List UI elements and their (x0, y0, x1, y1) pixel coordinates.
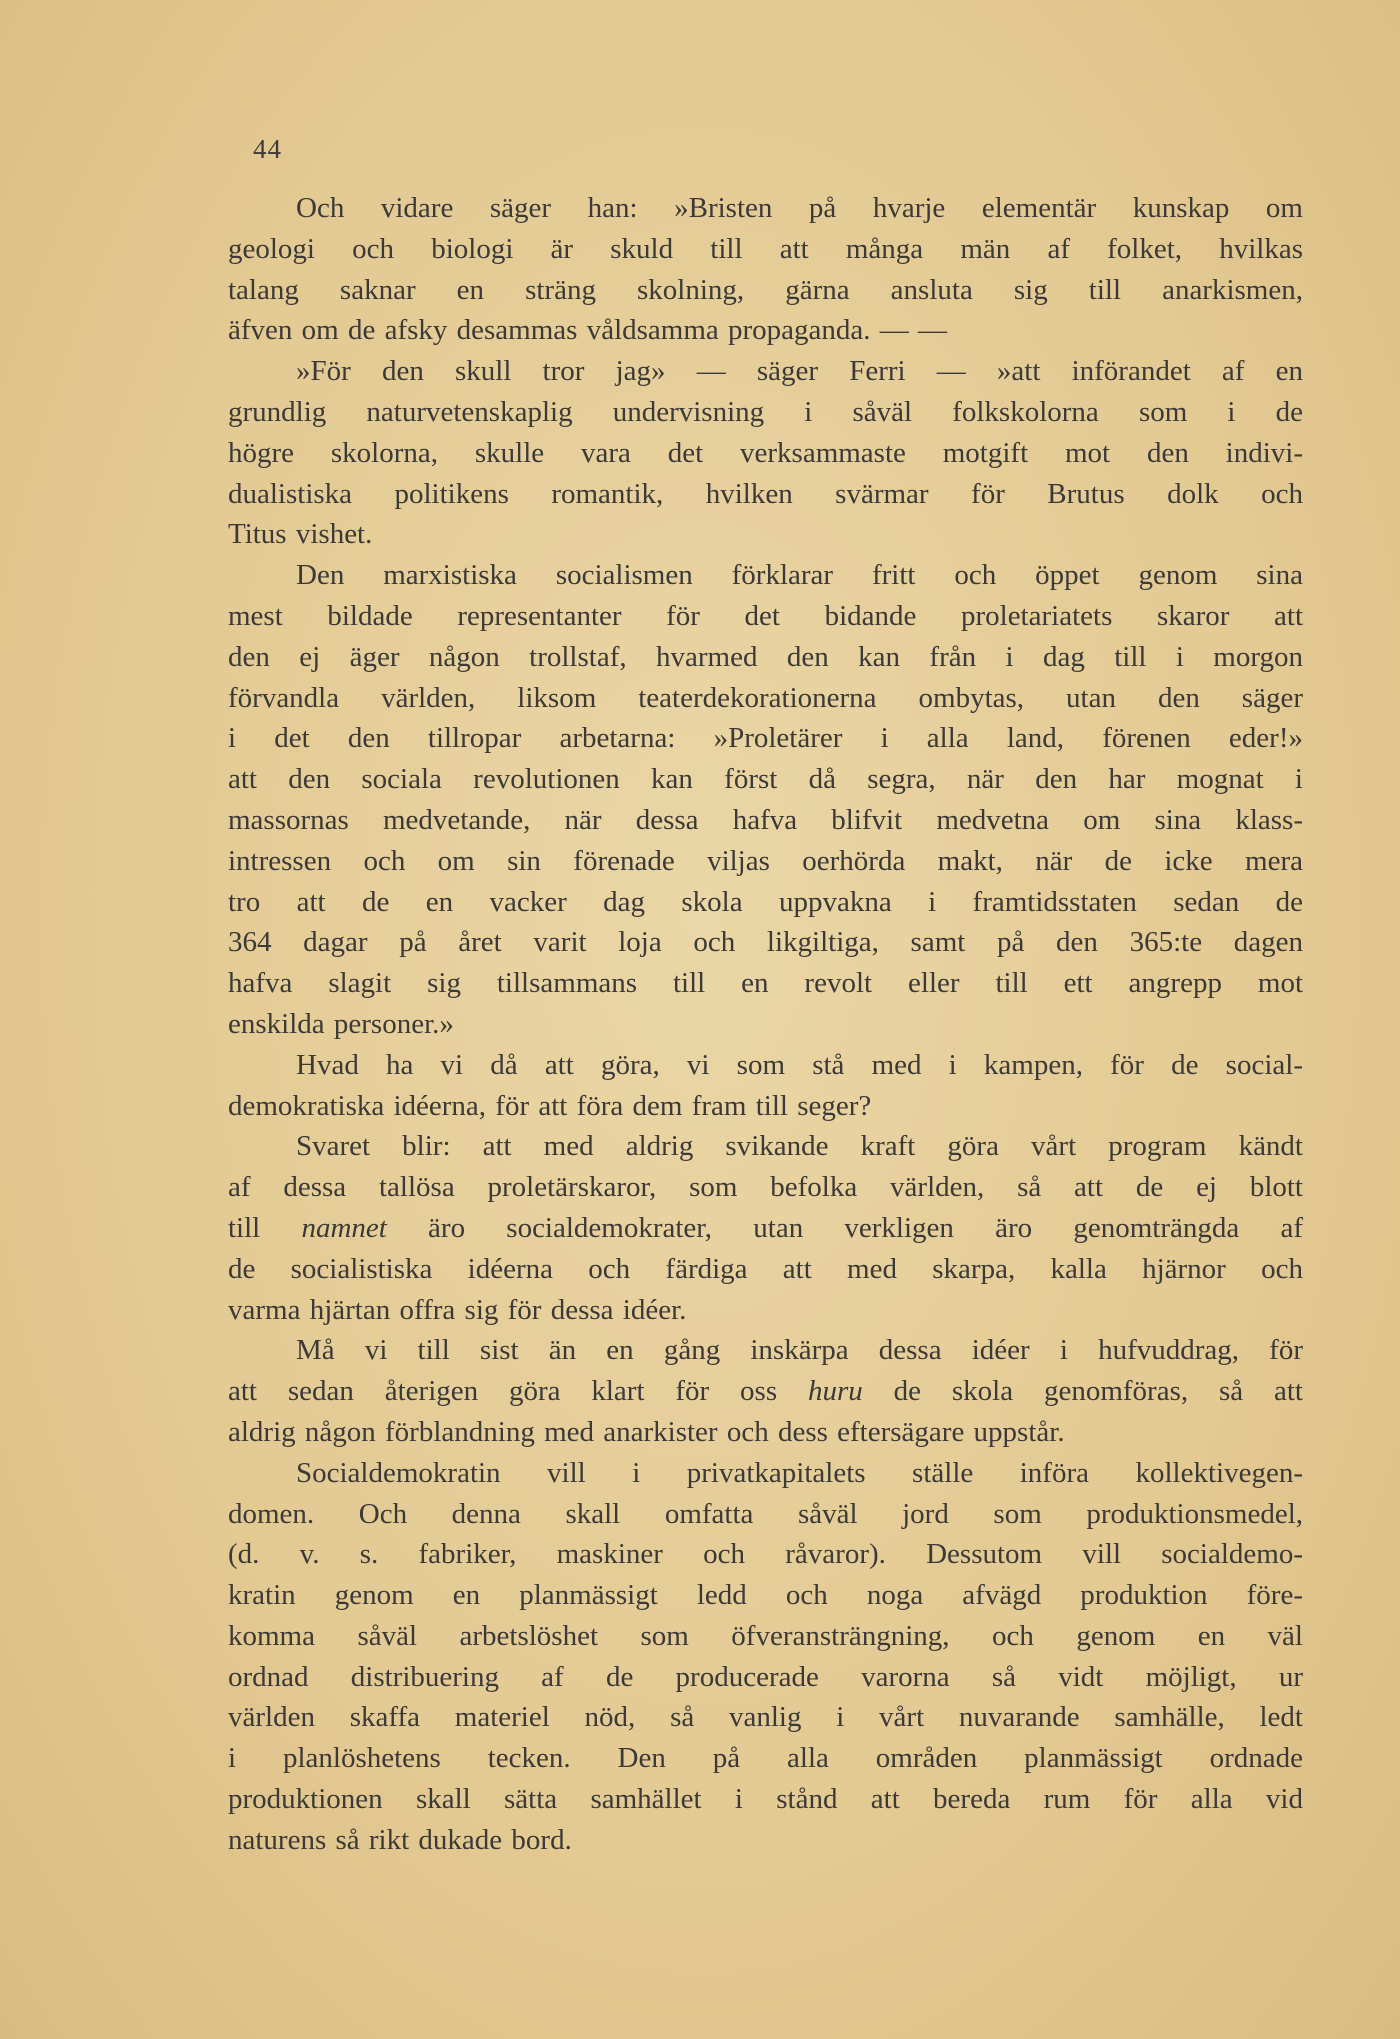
body-text (228, 188, 1303, 1861)
line-text: att sedan återigen göra klart för oss (228, 1375, 808, 1408)
paragraph-7 (228, 1453, 1303, 1861)
text-line: dualistiska politikens romantik, hvilken svärmar för Brutus dolk och (228, 477, 1303, 510)
paragraph-2 (228, 351, 1303, 555)
text-line (228, 1371, 1303, 1412)
text-line: i planlöshetens tecken. Den på alla områden planmässigt ordnade (228, 1742, 1303, 1775)
text-line (228, 1330, 1303, 1371)
text-line: Titus vishet. (228, 518, 373, 551)
text-line: ordnad distribuering af de producerade varorna så vidt möjligt, ur (228, 1660, 1303, 1693)
line-text: de skola genomföras, så att (862, 1375, 1303, 1408)
text-line: geologi och biologi är skuld till att många män af folket, hvilkas (228, 232, 1303, 265)
text-line: äfven om de afsky desammas våldsamma propaganda. — — (228, 314, 948, 347)
text-line: (d. v. s. fabriker, maskiner och råvaror). Dessutom vill socialdemo- (228, 1538, 1303, 1571)
text-line: massornas medvetande, när dessa hafva blifvit medvetna om sina klass- (228, 803, 1303, 836)
text-line: intressen och om sin förenade viljas oerhörda makt, när de icke mera (228, 844, 1303, 877)
text-line: att den sociala revolutionen kan först då segra, när den har mognat i (228, 763, 1303, 796)
text-line: Socialdemokratin vill i privatkapitalets ställe införa kollektivegen- (296, 1456, 1303, 1489)
text-line: naturens så rikt dukade bord. (228, 1823, 572, 1856)
text-line: Och vidare säger han: »Bristen på hvarje elementär kunskap om (296, 192, 1303, 224)
text-line: tro att de en vacker dag skola uppvakna i framtidsstaten sedan de (228, 885, 1303, 918)
text-line: förvandla världen, liksom teaterdekorationerna ombytas, utan den säger (228, 681, 1303, 714)
text-line: domen. Och denna skall omfatta såväl jord som produktionsmedel, (228, 1497, 1303, 1530)
text-line: världen skaffa materiel nöd, så vanlig i vårt nuvarande samhälle, ledt (228, 1701, 1303, 1734)
text-line: enskilda personer.» (228, 1007, 454, 1040)
text-line: högre skolorna, skulle vara det verksammaste motgift mot den indivi- (228, 436, 1303, 469)
paragraph-5 (228, 1126, 1303, 1330)
text-line: mest bildade representanter för det bidande proletariatets skaror att (228, 599, 1303, 632)
text-line (228, 1167, 1303, 1208)
text-line: den ej äger någon trollstaf, hvarmed den kan från i dag till i morgon (228, 640, 1303, 673)
line-text: aldrig någon förblandning med anarkister och dess eftersägare uppstår. (228, 1415, 1065, 1448)
text-line: talang saknar en sträng skolning, gärna ansluta sig till anarkismen, (228, 273, 1303, 306)
line-text: äro socialdemokrater, utan verkligen äro genomträngda af (386, 1211, 1303, 1244)
line-text: varma hjärtan offra sig för dessa idéer. (228, 1293, 687, 1326)
text-line (228, 1126, 1303, 1167)
text-line (228, 1412, 1303, 1453)
text-line: 364 dagar på året varit loja och likgiltiga, samt på den 365:te dagen (228, 926, 1303, 959)
line-text: till (228, 1211, 302, 1244)
text-line: kratin genom en planmässigt ledd och noga afvägd produktion före- (228, 1579, 1303, 1612)
page-number: 44 (253, 134, 282, 164)
text-line (228, 1249, 1303, 1290)
text-line: i det den tillropar arbetarna: »Proletärer i alla land, förenen eder!» (228, 722, 1303, 755)
text-line (228, 1208, 1303, 1249)
line-text: af dessa tallösa proletärskaror, som befolka världen, så att de ej blott (228, 1171, 1303, 1204)
line-text: Svaret blir: att med aldrig svikande kraft göra vårt program kändt (296, 1130, 1303, 1163)
text-line: produktionen skall sätta samhället i stånd att bereda rum för alla vid (228, 1783, 1303, 1816)
text-line: hafva slagit sig tillsammans till en revolt eller till ett angrepp mot (228, 967, 1303, 1000)
text-line: Den marxistiska socialismen förklarar fritt och öppet genom sina (296, 559, 1303, 592)
line-text: de socialistiska idéerna och färdiga att med skarpa, kalla hjärnor och (228, 1252, 1303, 1285)
paragraph-1 (228, 188, 1303, 351)
text-line: Hvad ha vi då att göra, vi som stå med i kampen, för de social- (296, 1048, 1303, 1081)
text-line (228, 1290, 1303, 1331)
text-line: komma såväl arbetslöshet som öfveransträngning, och genom en väl (228, 1619, 1303, 1652)
paragraph-4 (228, 1045, 1303, 1127)
emphasis-text: huru (808, 1375, 863, 1408)
text-line: demokratiska idéerna, för att föra dem fram till seger? (228, 1089, 872, 1122)
line-text: Må vi till sist än en gång inskärpa dessa idéer i hufvuddrag, för (296, 1334, 1303, 1367)
paragraph-3 (228, 555, 1303, 1045)
emphasis-text: namnet (301, 1211, 387, 1244)
text-line: »För den skull tror jag» — säger Ferri — »att införandet af en (296, 355, 1303, 388)
paragraph-6 (228, 1330, 1303, 1452)
text-line: grundlig naturvetenskaplig undervisning i såväl folkskolorna som i de (228, 395, 1303, 428)
